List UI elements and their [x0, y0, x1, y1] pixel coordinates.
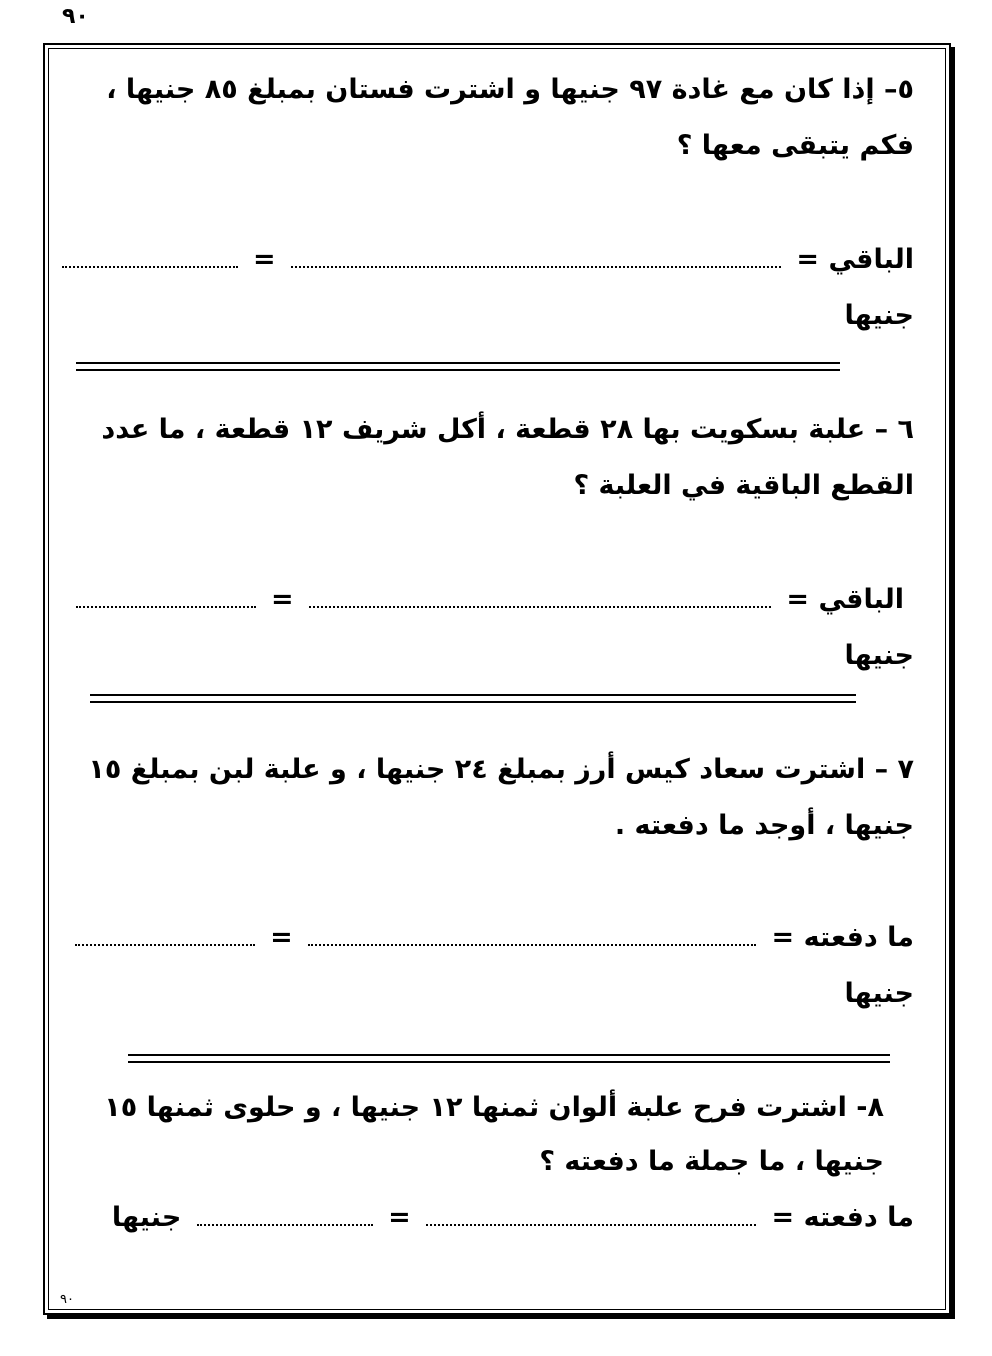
q5-blank-result[interactable]	[62, 260, 238, 268]
q8-blank-expression[interactable]	[426, 1218, 756, 1226]
divider-3	[128, 1054, 890, 1063]
q5-answer-row	[56, 242, 914, 278]
q6-blank-expression[interactable]	[309, 600, 771, 608]
q8-answer-label: ما دفعته =	[771, 1202, 914, 1233]
q7-equals: =	[270, 922, 293, 953]
q6-blank-result[interactable]	[76, 600, 256, 608]
q6-equals: =	[270, 584, 294, 615]
q7-blank-expression[interactable]	[308, 938, 756, 946]
q8-unit: جنيها	[111, 1202, 182, 1233]
page-number-bottom: ٩٠	[60, 1292, 74, 1307]
divider-1	[76, 362, 840, 371]
q6-unit: جنيها	[844, 640, 914, 671]
divider-2	[90, 694, 856, 703]
q5-blank-expression[interactable]	[291, 260, 781, 268]
q5-text-line1: ٥– إذا كان مع غادة ٩٧ جنيها و اشترت فستان بمبلغ ٨٥ جنيها ،	[106, 74, 914, 105]
q8-answer-row	[112, 1200, 914, 1236]
q5-text-line2: فكم يتبقى معها ؟	[676, 130, 914, 161]
q8-equals: =	[388, 1202, 411, 1233]
q8-text-line1: ٨- اشترت فرح علبة ألوان ثمنها ١٢ جنيها ، و حلوى ثمنها ١٥	[104, 1092, 884, 1123]
q6-text-line1: ٦ – علبة بسكويت بها ٢٨ قطعة ، أكل شريف ١٢ قطعة ، ما عدد	[101, 414, 914, 445]
page-number-top: ٩٠	[62, 4, 89, 29]
q7-text-line1: ٧ – اشترت سعاد كيس أرز بمبلغ ٢٤ جنيها ، و علبة لبن بمبلغ ١٥	[88, 754, 914, 785]
q7-unit: جنيها	[844, 978, 914, 1009]
q8-blank-result[interactable]	[197, 1218, 373, 1226]
q6-text-line2: القطع الباقية في العلبة ؟	[573, 470, 914, 501]
q5-equals: =	[252, 244, 276, 275]
q8-text-line2: جنيها ، ما جملة ما دفعته ؟	[539, 1146, 884, 1177]
q7-text-line2: جنيها ، أوجد ما دفعته .	[614, 810, 914, 841]
q7-blank-result[interactable]	[75, 938, 255, 946]
q7-answer-label: ما دفعته =	[771, 922, 914, 953]
q6-answer-row	[70, 582, 904, 618]
q6-answer-label: الباقي =	[786, 584, 904, 615]
q5-answer-label: الباقي =	[796, 244, 914, 275]
q7-answer-row	[69, 920, 914, 956]
q5-unit: جنيها	[844, 300, 914, 331]
